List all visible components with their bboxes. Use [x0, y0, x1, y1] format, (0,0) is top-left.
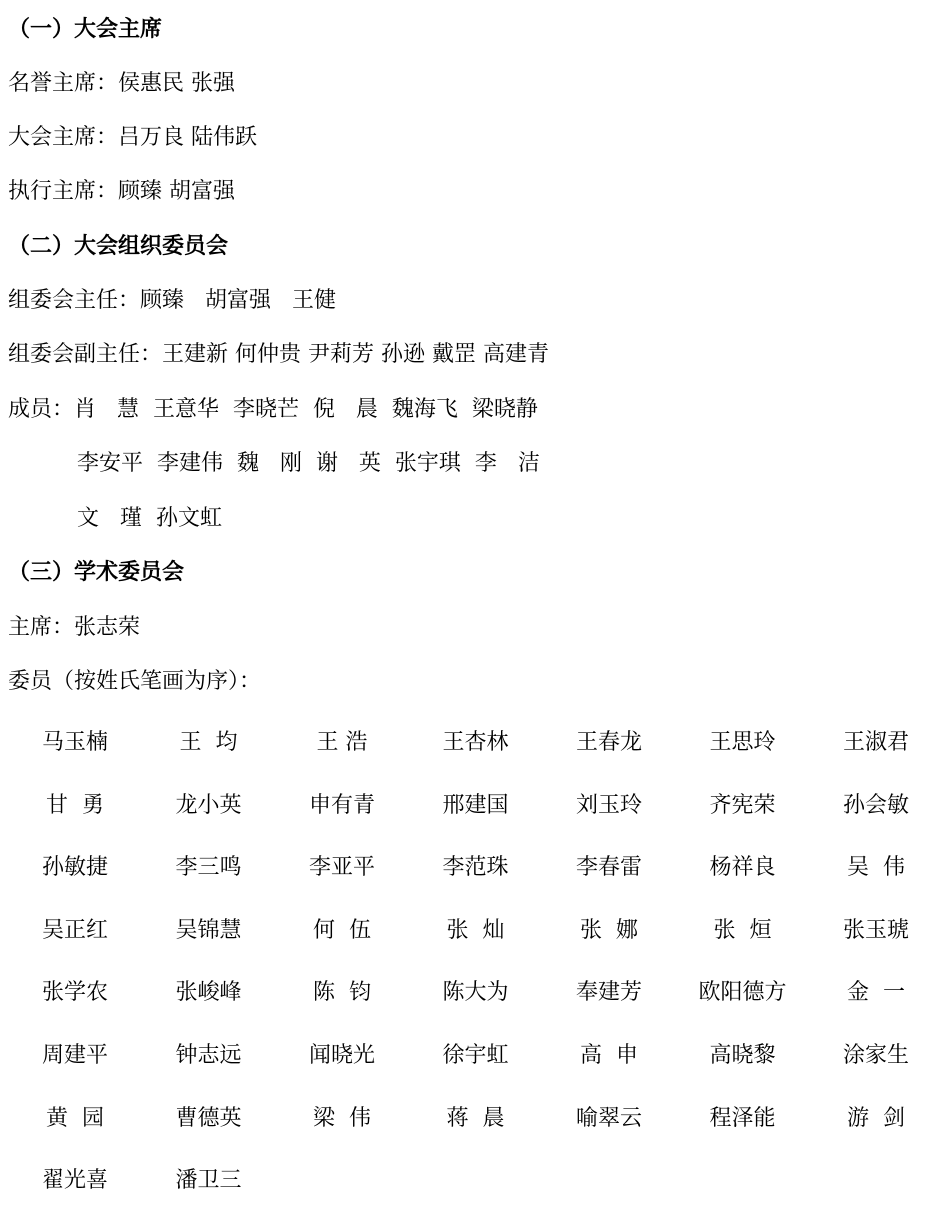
member-name: 孙会敏: [842, 792, 909, 818]
member-name: 徐宇虹: [442, 1043, 509, 1068]
member-name: 刘玉玲: [575, 792, 642, 818]
member-name: 齐宪荣: [709, 792, 776, 818]
member-name: 翟光喜: [41, 1168, 108, 1194]
member-name: 高晓黎: [709, 1043, 776, 1068]
member-row: [8, 1104, 934, 1134]
member-name: 吴锦慧: [175, 917, 242, 943]
committee-members-line-3: 文 瑾 孙文虹: [77, 506, 222, 531]
member-name: 奉建芳: [575, 980, 642, 1006]
member-name: 龙小英: [175, 792, 242, 818]
member-name: 申有青: [308, 792, 375, 818]
member-name: 张学农: [41, 980, 108, 1006]
member-row: [8, 853, 934, 883]
member-name: 吴 伟: [847, 855, 905, 881]
executive-chair-line: 执行主席：顾臻 胡富强: [8, 179, 235, 204]
member-row: [8, 1166, 934, 1196]
member-name: 钟志远: [175, 1043, 242, 1068]
member-name: 曹德英: [175, 1105, 242, 1131]
academic-chair-line: 主席：张志荣: [8, 615, 141, 640]
member-name: 陈 钧: [313, 980, 371, 1006]
member-name: 黄 园: [46, 1105, 104, 1131]
section3-heading: （三）学术委员会: [8, 560, 185, 585]
member-name: 何 伍: [313, 917, 371, 943]
member-row: [8, 791, 934, 821]
member-name: 潘卫三: [175, 1168, 242, 1194]
member-name: 梁 伟: [313, 1105, 371, 1131]
committee-deputy-line: 组委会副主任：王建新 何仲贵 尹莉芳 孙逊 戴罡 高建青: [8, 342, 549, 367]
member-name: 马玉楠: [41, 730, 108, 755]
member-name: 闻晓光: [308, 1043, 375, 1068]
member-name: 张玉琥: [842, 917, 909, 943]
member-name: 王 浩: [316, 730, 368, 755]
member-row: [8, 978, 934, 1008]
member-name: 王杏林: [442, 730, 509, 755]
section1-heading: （一）大会主席: [8, 17, 163, 42]
committee-members-line-2: 李安平 李建伟 魏 刚 谢 英 张宇琪 李 洁: [77, 451, 540, 476]
member-name: 吴正红: [41, 917, 108, 943]
member-name: 李亚平: [308, 855, 375, 881]
member-name: 高 申: [580, 1043, 638, 1068]
member-name: 李春雷: [575, 855, 642, 881]
member-row: [8, 916, 934, 946]
member-name: 涂家生: [842, 1043, 909, 1068]
section2-heading: （二）大会组织委员会: [8, 234, 229, 259]
member-name: 王春龙: [575, 730, 642, 755]
member-name: 李范珠: [442, 855, 509, 881]
member-name: 周建平: [41, 1043, 108, 1068]
member-name: 金 一: [847, 980, 905, 1006]
academic-members-label: 委员（按姓氏笔画为序）：: [8, 669, 262, 694]
member-name: 程泽能: [709, 1105, 776, 1131]
member-name: 张 灿: [446, 917, 505, 943]
member-name: 蒋 晨: [446, 1105, 505, 1131]
committee-members-line-1: 成员：肖 慧 王意华 李晓芒 倪 晨 魏海飞 梁晓静: [8, 397, 538, 422]
conference-chair-line: 大会主席：吕万良 陆伟跃: [8, 125, 257, 150]
member-name: 欧阳德方: [698, 980, 787, 1006]
member-name: 王 均: [179, 730, 238, 755]
member-name: 张 娜: [580, 917, 638, 943]
member-name: 王思玲: [709, 730, 776, 755]
member-name: 张峻峰: [175, 980, 242, 1006]
honorary-chair-line: 名誉主席：侯惠民 张强: [8, 71, 235, 96]
member-name: 张 烜: [713, 917, 772, 943]
member-row: [8, 1041, 934, 1071]
member-name: 李三鸣: [175, 855, 242, 881]
member-name: 喻翠云: [575, 1105, 642, 1131]
member-name: 王淑君: [842, 730, 909, 755]
member-name: 杨祥良: [709, 855, 776, 881]
committee-director-line: 组委会主任：顾臻 胡富强 王健: [8, 288, 336, 313]
member-name: 孙敏捷: [41, 855, 108, 881]
member-name: 邢建国: [442, 792, 509, 818]
member-name: 游 剑: [847, 1105, 905, 1131]
member-row: [8, 728, 934, 758]
member-name: 陈大为: [442, 980, 509, 1006]
member-name: 甘 勇: [46, 792, 104, 818]
